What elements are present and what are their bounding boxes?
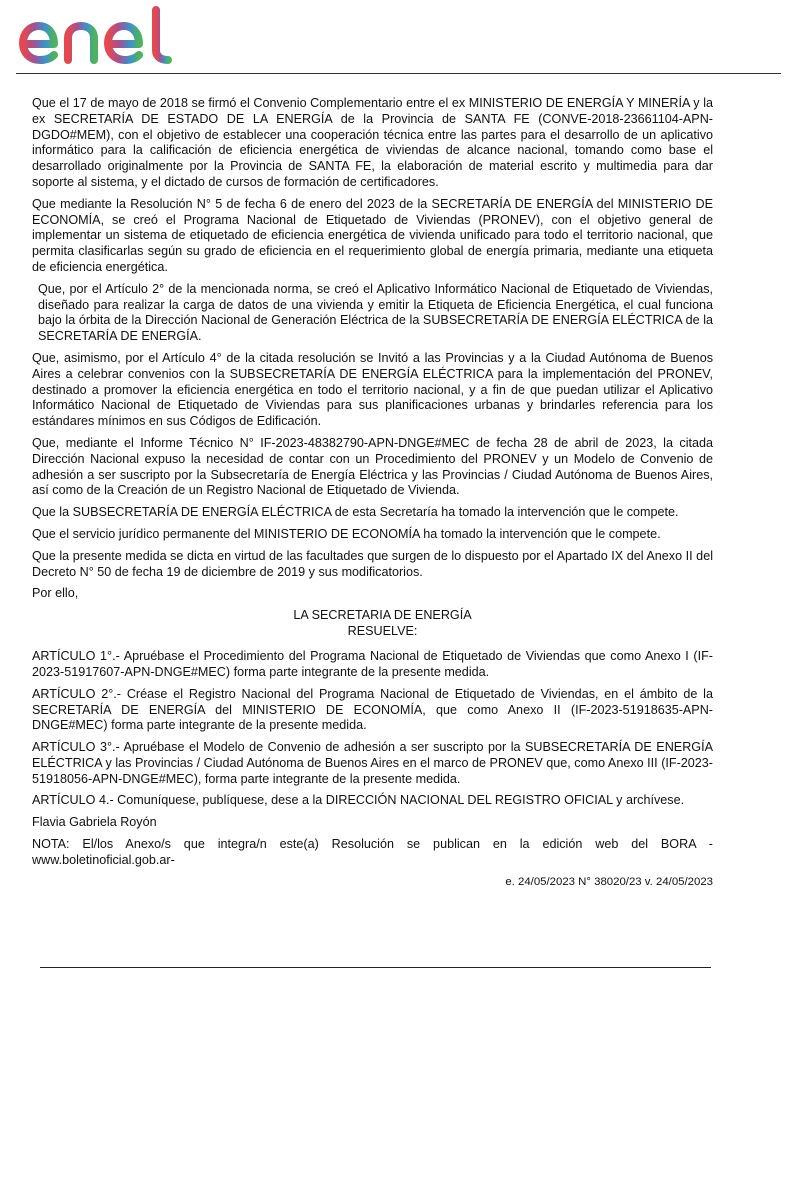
resolution-heading	[32, 608, 713, 639]
annex-note: NOTA: El/los Anexo/s que integra/n este(a) Resolución se publican en la edición web del BORA -www.boletinoficial.gob.ar-	[32, 837, 713, 867]
considerando-paragraph-1: Que el 17 de mayo de 2018 se firmó el Convenio Complementario entre el ex MINISTERIO DE ENERGÍA Y MINERÍA y la ex SECRETARÍA DE ESTADO DE LA ENERGÍA de la Provincia de SANTA FE (CONVE-2018-23661104-APN-DGDO#MEM), con el objetivo de establecer una cooperación técnica entre las partes para el desarrollo de un aplicativo informático para la calificación de eficiencia energética de viviendas de alcance nacional, tomando como base el desarrollado originalmente por la Provincia de SANTA FE, la elaboración de material escrito y multimedia para dar soporte al sistema, y el dictado de cursos de formación de certificadores.	[32, 96, 713, 189]
article-3: ARTÍCULO 3°.- Apruébase el Modelo de Convenio de adhesión a ser suscripto por la SUBSECRETARÍA DE ENERGÍA ELÉCTRICA y las Provincias / Ciudad Autónoma de Buenos Aires en el marco de PRONEV que, como Anexo III (IF-2023-51918056-APN-DNGE#MEC), forma parte integrante de la presente medida.	[32, 740, 713, 786]
article-4: ARTÍCULO 4.- Comuníquese, publíquese, dese a la DIRECCIÓN NACIONAL DEL REGISTRO OFICIAL y archívese.	[32, 793, 685, 808]
footer-divider	[40, 967, 711, 968]
signatory: Flavia Gabriela Royón	[32, 815, 157, 830]
considerando-paragraph-6: Que la SUBSECRETARÍA DE ENERGÍA ELÉCTRICA de esta Secretaría ha tomado la intervención que le compete.	[32, 505, 679, 520]
publication-reference: e. 24/05/2023 N° 38020/23 v. 24/05/2023	[505, 875, 713, 888]
considerando-paragraph-5: Que, mediante el Informe Técnico N° IF-2023-48382790-APN-DNGE#MEC de fecha 28 de abril de 2023, la citada Dirección Nacional expuso la necesidad de contar con un Procedimiento del PRONEV y un Modelo de Convenio de adhesión a ser suscripto por la Subsecretaría de Energía Eléctrica y las Provincias / Ciudad Autónoma de Buenos Aires, así como de la Creación de un Registro Nacional de Etiquetado de Vivienda.	[32, 435, 713, 498]
considerando-paragraph-8: Que la presente medida se dicta en virtud de las facultades que surgen de lo dispuesto por el Apartado IX del Anexo II del Decreto N° 50 de fecha 19 de diciembre de 2019 y sus modificatorios.	[32, 548, 713, 579]
resolves-title: RESUELVE:	[347, 623, 418, 638]
considerando-paragraph-3: Que, por el Artículo 2° de la mencionada norma, se creó el Aplicativo Informático Nacional de Etiquetado de Viviendas, diseñado para realizar la carga de datos de una vivienda y emitir la Etiqueta de Eficiencia Energética, el cual funciona bajo la órbita de la Dirección Nacional de Generación Eléctrica de la SUBSECRETARÍA DE ENERGÍA ELÉCTRICA de la SECRETARÍA DE ENERGÍA.	[38, 281, 713, 344]
article-2: ARTÍCULO 2°.- Créase el Registro Nacional del Programa Nacional de Etiquetado de Viviendas, en el ámbito de la SECRETARÍA DE ENERGÍA del MINISTERIO DE ECONOMÍA, que como Anexo II (IF-2023-51918635-APN-DNGE#MEC) forma parte integrante de la presente medida.	[32, 686, 713, 733]
considerando-paragraph-2: Que mediante la Resolución N° 5 de fecha 6 de enero del 2023 de la SECRETARÍA DE ENERGÍA del MINISTERIO DE ECONOMÍA, se creó el Programa Nacional de Etiquetado de Viviendas (PRONEV), con el objetivo general de implementar un sistema de etiquetado de eficiencia energética de vivienda unificado para todo el territorio nacional, que permita clasificarlas según su grado de eficiencia en el requerimiento global de energía primaria, mediante una etiqueta de eficiencia energética.	[32, 196, 713, 274]
document-body	[32, 96, 713, 890]
por-ello: Por ello,	[32, 586, 79, 601]
considerando-paragraph-4: Que, asimismo, por el Artículo 4° de la citada resolución se Invitó a las Provincias y a la Ciudad Autónoma de Buenos Aires a celebrar convenios con la SUBSECRETARÍA DE ENERGÍA ELÉCTRICA para la implementación del PRONEV, destinado a promover la eficiencia energética en todo el territorio nacional, y a fin de que puedan utilizar el Aplicativo Informático Nacional de Etiquetado de Viviendas para sus planificaciones urbanas y brindarles referencia para los estándares mínimos en sus Códigos de Edificación.	[32, 350, 713, 429]
article-1: ARTÍCULO 1°.- Apruébase el Procedimiento del Programa Nacional de Etiquetado de Viviendas que como Anexo I (IF-2023-51917607-APN-DNGE#MEC) forma parte integrante de la presente medida.	[32, 649, 713, 679]
header-divider	[16, 73, 781, 74]
authority-title: LA SECRETARIA DE ENERGÍA	[293, 608, 472, 623]
enel-logo	[16, 4, 186, 66]
considerando-paragraph-7: Que el servicio jurídico permanente del MINISTERIO DE ECONOMÍA ha tomado la intervención que le compete.	[32, 526, 661, 541]
page-header	[0, 0, 800, 76]
